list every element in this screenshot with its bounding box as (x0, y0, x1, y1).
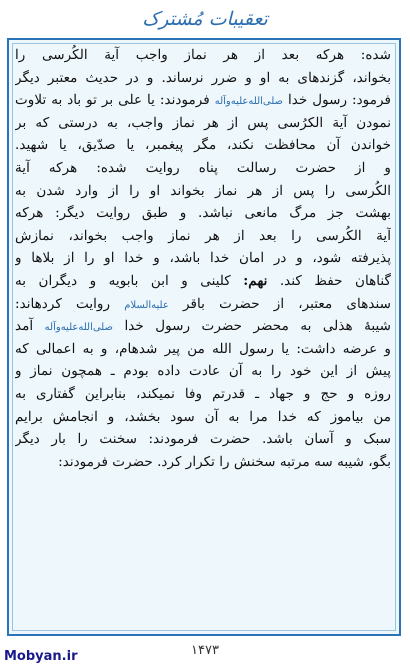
text-fragment: آمد (15, 318, 34, 335)
text-fragment: سندهای معتبر، از حضرت باقر (183, 295, 391, 312)
text-line: و عرضه داشت: یا رسول الله من پیر شدهام، و به اعمالی که (15, 340, 391, 357)
text-line: من بیاموز که خدا مرا به آن سود بخشد، و انجامش برایم (15, 408, 391, 425)
text-line: آیة الکُرسی را بعد از هر نماز واجب بخواند، نمازش (15, 227, 391, 244)
text-line: نمودن آیة الکرُسی پس از هر نماز واجب، به درستی که بر (15, 114, 391, 131)
honorific-rasul: صلی‌الله‌علیه‌وآله (214, 96, 284, 108)
text-line (15, 89, 391, 112)
text-line: بخواند، گزندهای به او و ضرر نرساند. و در حدیث معتبر دیگر (15, 69, 391, 86)
text-fragment: فرمودند: یا علی بر تو باد به تلاوت (15, 92, 210, 109)
text-line: روزه و حج و جهاد ـ قدرتم وفا نمیکند، بنابراین گفتاری به (15, 385, 391, 402)
text-line: بگو، شیبه سه مرتبه سخنش را تکرار کرد. حضرت فرمودند: (58, 453, 391, 470)
page-header-title: تعقیبات مُشترک (142, 8, 268, 30)
text-line: پیش از این خود را به آن عادت داده بودم ـ همچون نماز و (15, 363, 391, 380)
section-label-ninth: نهم: (243, 272, 268, 289)
text-line: الکُرسی را پس از هر نماز بخواند او را از وارد شدن به (15, 182, 391, 199)
text-line: پذیرفته شود، و در امان خدا باشد، و خدا او را از بلاها و (15, 250, 391, 267)
text-fragment: کلینی و ابن بابویه و دیگران به (15, 272, 231, 289)
honorific-baqir: علیه‌السلام (124, 299, 169, 311)
site-watermark: Mobyan.ir (4, 649, 78, 664)
text-line: و از حضرت رسالت پناه روایت شده: هرکه آیة (15, 159, 391, 176)
page-number: ۱۴۷۳ (191, 643, 219, 658)
text-line (15, 293, 391, 316)
text-line: بهشت جز مرگ مانعی نباشد. و طبق روایت دیگر: هرکه (15, 205, 391, 222)
text-fragment: فرمود: رسول خدا (287, 92, 391, 109)
body-text (15, 44, 391, 473)
text-line: شده: هرکه بعد از هر نماز واجب آیة الکُرسی را (15, 47, 391, 63)
text-line: سبک و آسان باشد. حضرت فرمودند: سخنت را بار دیگر (15, 431, 391, 448)
text-fragment: روایت کردهاند: (15, 295, 111, 312)
text-line (15, 315, 391, 338)
text-line: خواندن آن محافظت نکند، مگر پیغمبر، یا صدّیق، یا شهید. (15, 137, 391, 154)
text-line (15, 270, 391, 293)
text-fragment: گناهان حفظ کند. (279, 272, 391, 289)
text-frame (7, 38, 401, 636)
text-fragment: شیبهٔ هذلی به محضر حضرت رسول خدا (124, 318, 391, 335)
honorific-rasul: صلی‌الله‌علیه‌وآله (44, 322, 113, 334)
